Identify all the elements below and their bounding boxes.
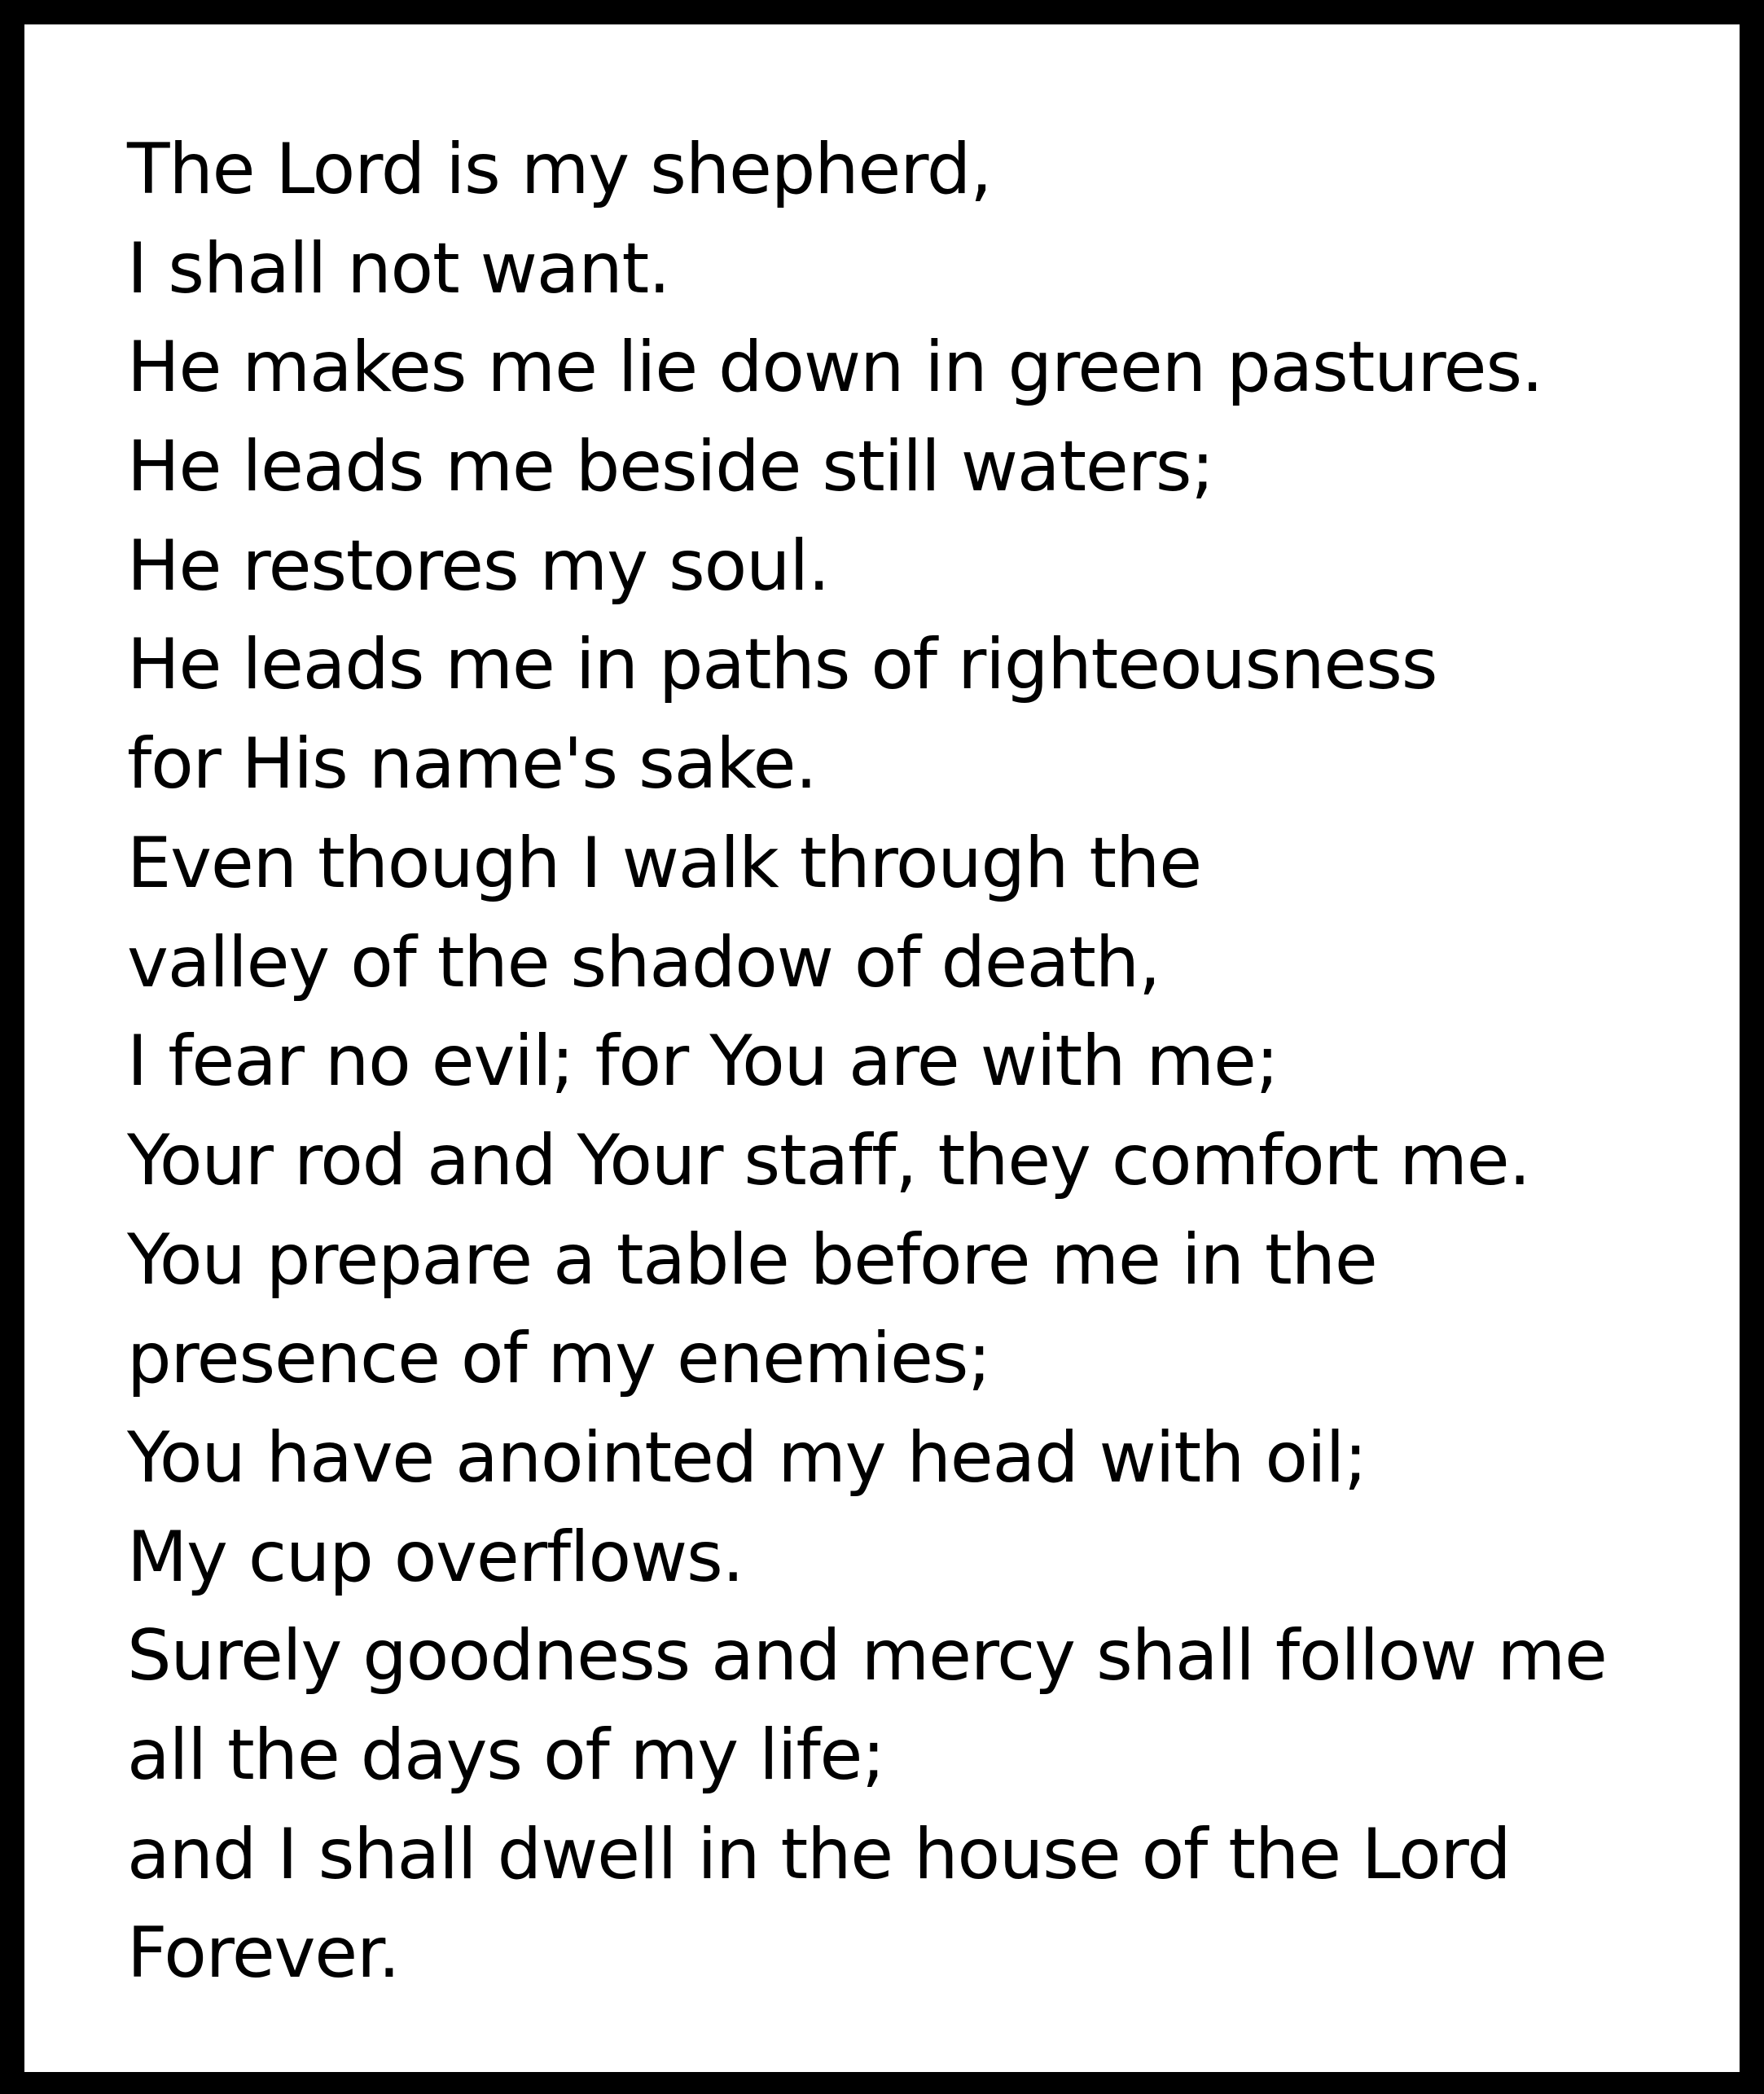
poem-line-19: Forever. <box>127 1912 400 1995</box>
poem-line-10: I fear no evil; for You are with me; <box>127 1021 1279 1103</box>
poem-line-1: The Lord is my shepherd, <box>127 129 992 210</box>
poem-line-5: He restores my soul. <box>127 525 830 607</box>
poem-line-15: My cup overflows. <box>127 1516 744 1598</box>
poem-line-6: He leads me in paths of righteousness <box>127 624 1437 706</box>
poem-line-18: and I shall dwell in the house of the Lord <box>127 1813 1511 1895</box>
poem-line-8: Even though I walk through the <box>127 822 1201 904</box>
text-panel <box>24 24 1735 2072</box>
poem-line-9: valley of the shadow of death, <box>127 921 1161 1003</box>
poem-line-14: You have anointed my head with oil; <box>127 1416 1367 1499</box>
poem-line-17: all the days of my life; <box>127 1714 885 1796</box>
poem-line-4: He leads me beside still waters; <box>127 426 1214 508</box>
poem-line-3: He makes me lie down in green pastures. <box>127 327 1543 409</box>
poem-line-7: for His name's sake. <box>127 723 817 806</box>
poem-line-12: You prepare a table before me in the <box>127 1218 1377 1301</box>
poem-line-13: presence of my enemies; <box>127 1318 991 1400</box>
poem-line-2: I shall not want. <box>127 227 670 309</box>
poem-text <box>127 121 1607 2004</box>
poem-line-11: Your rod and Your staff, they comfort me. <box>127 1119 1530 1201</box>
frame-edge <box>1735 24 1740 2072</box>
poem-line-16: Surely goodness and mercy shall follow me <box>127 1615 1607 1697</box>
